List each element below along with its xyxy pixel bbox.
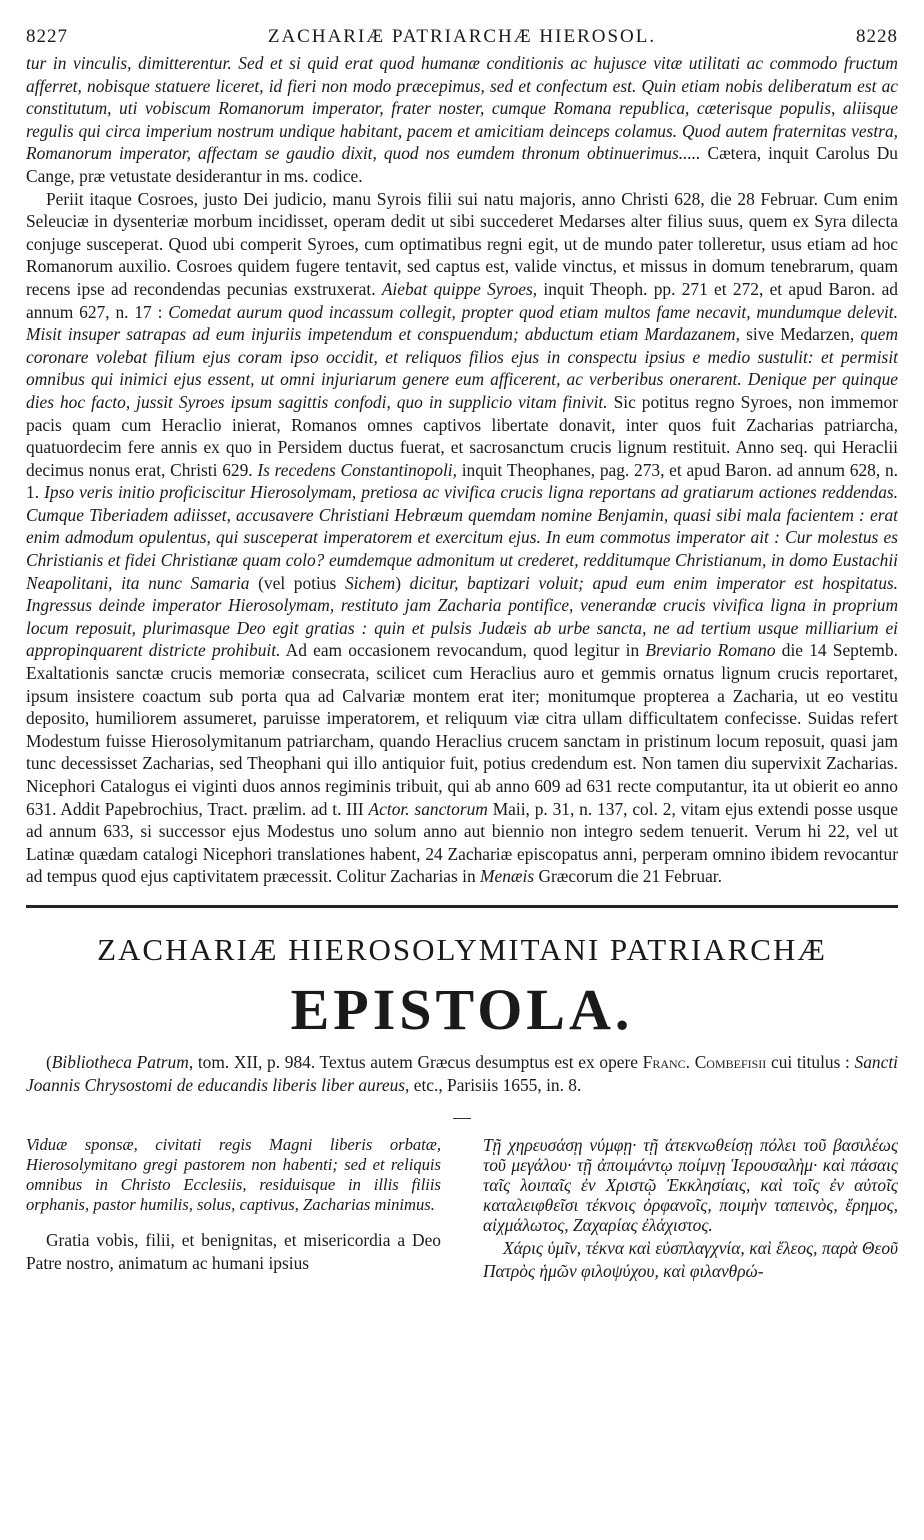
text-run: Græcorum die 21 Februar. [534, 866, 722, 887]
italic-title: Menæis [479, 866, 535, 887]
paragraph-2 [26, 188, 898, 888]
italic-quote: Sichem [344, 572, 396, 593]
latin-salutation: Viduæ sponsæ, civitati regis Magni liberis orbatæ, Hierosolymitano gregi pastorem non habenti; sed et reliquis omnibus in Christo Ecclesiis, residuisque in illis filiis orphanis, pastor humilis, solus, captivus, Zacharias minimus. [26, 1135, 441, 1215]
italic-title: Bibliotheca Patrum [51, 1051, 189, 1072]
text-run: (vel potius [249, 572, 345, 593]
section-divider [26, 905, 898, 908]
text-run: Sic potitus regno Syroes, non immemor pacis quam cum Heraclio inierat, Romanos omnes captivos libertate donavit, inter quos fuit Zacharias patriarcha, quatuordecim fere annis ex quo in Persidem ductus fuerat, et sacrosanctum crucis lignum restituit. Anno seq. qui Heraclii decimus nonus erat, Christi 629. [26, 391, 898, 480]
italic-quote: quem coronare volebat filium ejus coram ipso occidit, et reliquos filios ejus in conspectu ipsius e medio sustulit: et permisit omnibus qui inimici ejus essent, ut omni injuriarum genere eum afficerent, ac verberibus onerarent. Denique per quinque dies hoc facto, jussit Syroes ipsum sagittis confodi, quo in supplicio vitam finivit. [26, 324, 898, 412]
latin-opening: Gratia vobis, filii, et benignitas, et misericordia a Deo Patre nostro, animatum ac humani ipsius [26, 1230, 441, 1274]
italic-title: Sancti Joannis Chrysostomi de educandis liberis liber aureus [26, 1051, 898, 1095]
running-head [26, 22, 898, 52]
section-title-epistola: EPISTOLA. [290, 976, 634, 1042]
greek-opening: Χάρις ὑμῖν, τέκνα καὶ εὐσπλαγχνία, καὶ ἔλεος, παρὰ Θεοῦ Πατρὸς ἡμῶν φιλοψύχου, καὶ φιλανθρώ- [483, 1238, 898, 1282]
text-run: cui titulus : [766, 1051, 855, 1072]
italic-quote: Aiebat quippe Syroes, [381, 278, 538, 299]
greek-salutation: Τῇ χηρευσάσῃ νύμφῃ· τῇ ἀτεκνωθείσῃ πόλει τοῦ βασιλέως τοῦ μεγάλου· τῇ ἀποιμάντῳ ποίμνῃ Ἱερουσαλὴμ· καὶ πάσαις ταῖς λοιπαῖς ἐν Χριστῷ Ἐκκλησίαις, καὶ τοῖς ἐν αὐτοῖς καταλειφθεῖσι τέκνοις ὀρφανοῖς, ποιμὴν ταπεινὸς, ἔρημος, αἰχμάλωτος, Ζαχαρίας ἐλάχιστος. [483, 1135, 898, 1236]
text-run: ( [46, 1051, 52, 1072]
parallel-columns [26, 1135, 898, 1300]
italic-quote: dicitur, baptizari voluit; apud eum enim imperator est hospitatus. Ingressus deinde imperator Hierosolymam, restituto jam Zacharia pontifice, venerandæ crucis vivifica ligna in proprium locum reposuit, plurimasque Deo egit gratias : quin et pulsis Judæis ab urbe sancta, ne ad tertium usque milliarium ei appropinquarent districte prohibuit. [26, 572, 898, 661]
italic-quote: Is recedens Constantinopoli, [257, 459, 457, 480]
section-heading: ZACHARIÆ HIEROSOLYMITANI PATRIARCHÆ [97, 931, 827, 967]
latin-column [26, 1135, 441, 1300]
text-run: inquit Theoph. pp. 271 et 272, et apud Baron. ad annum 627, n. 17 : [26, 278, 898, 322]
commentary-text [26, 52, 898, 888]
text-run: Ad eam occasionem revocandum, quod legitur in [280, 640, 646, 661]
text-run: ) [395, 572, 410, 593]
text-run: Maii, p. 31, n. 137, col. 2, vitam ejus extendi posse usque ad annum 633, si successor ejus Modestus uno solum anno aut biennio non integro sedem tenuerit. Verum hi 22, vel ut Latinæ quædam catalogi Nicephori translationes habent, 24 Zachariæ episcopatus anni, perperam omnino ibidem revocantur ad tempus quod ejus captivitatem præcessit. Colitur Zacharias in [26, 798, 898, 887]
italic-title: Actor. sanctorum [368, 798, 488, 819]
text-run: Periit itaque Cosroes, justo Dei judicio, manu Syrois filii sui natu majoris, anno Christi 628, die 28 Februar. Cum enim Seleuciæ in dysenteriæ morbum incidisset, operam dedit ut sibi succederet Medarses alter filius suus, quem ex Syra dilecta conjuge susceperat. Quod ubi comperit Syroes, cum optimatibus regni egit, ut de mundo pater tolleretur, usus etiam ad hoc Romanorum auxilio. Cosroes quidem fugere tentavit, sed captus est, valide vinctus, et missus in domum tenebrarum, quam recens ipse ad recondendas pecunias exstruxerat. [26, 188, 898, 299]
author-name: Franc. Combefisii [642, 1051, 767, 1072]
italic-quote: Comedat aurum quod incassum collegit, propter quod etiam multos fame necavit, mundumque delevit. Misit insuper satrapas ad eum injuriis impetendum et conspuendum; abductum etiam Mardazanem, [26, 301, 898, 345]
page [26, 22, 898, 1522]
text-run: , etc., Parisiis 1655, in. 8. [405, 1074, 582, 1095]
column-number-right: 8228 [855, 26, 898, 47]
text-run: die 14 Septemb. Exaltationis sanctæ crucis memoriæ consecrata, scilicet cum Heraclius auro et gemmis ornatus lignum crucis reportaret, ipsum insistere coactum sub porta qua ad Calvariæ montem erat iter; monitumque propterea a Zacharia, ut eo vestitu deposito, humiliorem assumeret, paruisse imperatorem, et reliquum viæ citra ullam difficultatem confecisse. Suidas refert Modestum fuisse Hierosolymitanum patriarcham, quando Heraclius crucem sanctam in pristinum locum reposuit, quasi jam tunc decessisset Zacharias, sed Theophani qui illo antiquior fuit, potius credendum est. Non tamen diu supervixit Zacharias. Nicephori Catalogus ei viginti duos annos regiminis tribuit, qui ab anno 609 ad 631 recte computantur, ita ut obierit eo anno 631. Addit Papebrochius, Tract. prælim. ad t. III [26, 640, 898, 819]
paragraph-1 [26, 52, 898, 188]
source-note [26, 1051, 898, 1096]
text-run: sive Medarzen, [739, 324, 861, 345]
italic-title: Breviario Romano [645, 640, 776, 661]
greek-column [483, 1135, 898, 1300]
italic-quote: Ipso veris initio proficiscitur Hierosolymam, pretiosa ac vivifica crucis ligna reportans ad gratiarum actiones reddendas. Cumque Tiberiadem adiisset, accusavere Christiani Hebræum quemdam nomine Benjamin, quasi sibi mala facientem : erat enim admodum opulentus, qui susceperat imperatorem et exercitum ejus. In eum commotus imperator ait : Cur molestus es Christianis et fidei Christianæ quam colo? eumdemque admonitum ut crederet, redditumque Christianum, in domo Eustachii Neapolitani, ita nunc Samaria [26, 482, 898, 593]
text-run: inquit Theophanes, pag. 273, et apud Baron. ad annum 628, n. 1. [26, 459, 898, 503]
text-run: , tom. XII, p. 984. Textus autem Græcus desumptus est ex opere [188, 1051, 643, 1072]
column-number-left: 8227 [26, 26, 68, 47]
short-divider [453, 1118, 471, 1119]
running-title: ZACHARIÆ PATRIARCHÆ HIEROSOL. [267, 26, 657, 47]
italic-quote: tur in vinculis, dimitterentur. Sed et si quid erat quod humanæ conditionis ac hujusce vitæ utilitati ac commodo fructum afferret, nobisque statuere liceret, id fieri non modo præcepimus, sed et confectum est. Quin etiam nobis deliberatum est ac constitutum, uti vobiscum Romanorum imperator, frater noster, cumque Romana republica, cæterisque populis, aliisque regulis qui circa imperium nostrum undique habitant, pacem et amicitiam deinceps colamus. Quod autem fraternitas vestra, Romanorum imperator, affectam se gaudio dixit, quod nos eumdem thronum obtinuerimus..... [26, 53, 898, 164]
text-run: Cætera, inquit Carolus Du Cange, præ vetustate desiderantur in ms. codice. [26, 143, 898, 186]
